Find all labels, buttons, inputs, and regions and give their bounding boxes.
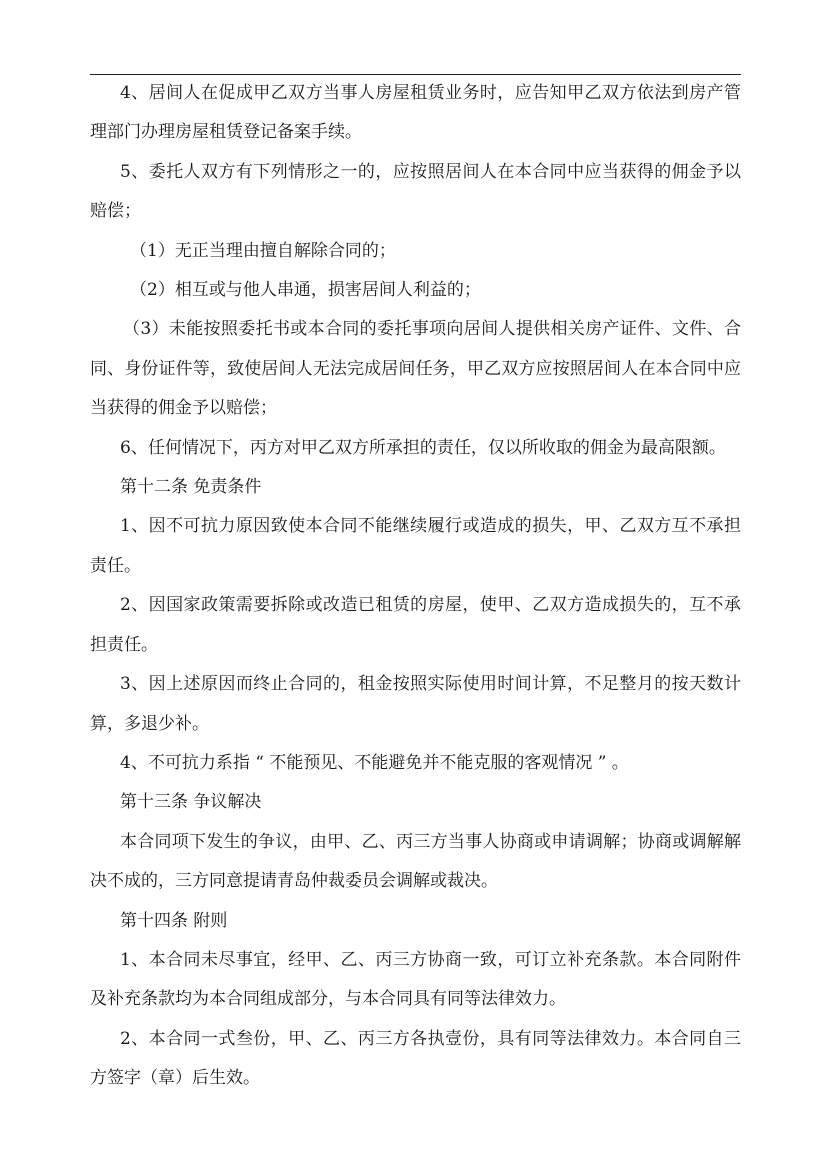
sub-clause: （1）无正当理由擅自解除合同的； xyxy=(130,240,396,261)
sub-clause: （2）相互或与他人串通，损害居间人利益的； xyxy=(130,280,481,301)
document-body xyxy=(90,74,741,1099)
clause-paragraph: 4、居间人在促成甲乙双方当事人房屋租赁业务时，应告知甲乙双方依法到房产管理部门办理房屋租赁登记备案手续。 xyxy=(90,83,741,143)
clause-paragraph: 1、因不可抗力原因致使本合同不能继续履行或造成的损失，甲、乙双方互不承担责任。 xyxy=(90,516,741,576)
section-heading: 第十四条 附则 xyxy=(120,910,228,931)
clause-paragraph: 1、本合同未尽事宜，经甲、乙、丙三方协商一致，可订立补充条款。本合同附件及补充条款均为本合同组成部分，与本合同具有同等法律效力。 xyxy=(90,949,741,1010)
clause-paragraph: 4、不可抗力系指 “ 不能预见、不能避免并不能克服的客观情况 ” 。 xyxy=(120,752,629,773)
section-heading: 第十二条 免责条件 xyxy=(120,477,262,498)
clause-paragraph: 6、任何情况下，丙方对甲乙双方所承担的责任，仅以所收取的佣金为最高限额。 xyxy=(120,437,726,458)
clause-paragraph: 本合同项下发生的争议，由甲、乙、丙三方当事人协商或申请调解；协商或调解解决不成的，三方同意提请青岛仲裁委员会调解或裁决。 xyxy=(90,831,741,892)
clause-paragraph: 3、因上述原因而终止合同的，租金按照实际使用时间计算，不足整月的按天数计算，多退少补。 xyxy=(90,674,741,734)
clause-paragraph: 2、因国家政策需要拆除或改造已租赁的房屋，使甲、乙双方造成损失的，互不承担责任。 xyxy=(90,595,741,655)
clause-paragraph: 2、本合同一式叁份，甲、乙、丙三方各执壹份，具有同等法律效力。本合同自三方签字（章）后生效。 xyxy=(90,1028,741,1089)
section-heading: 第十三条 争议解决 xyxy=(120,792,262,813)
sub-clause: （3）未能按照委托书或本合同的委托事项向居间人提供相关房产证件、文件、合同、身份证件等，致使居间人无法完成居间任务，甲乙双方应按照居间人在本合同中应当获得的佣金予以赔偿； xyxy=(90,319,741,419)
clause-paragraph: 5、委托人双方有下列情形之一的，应按照居间人在本合同中应当获得的佣金予以赔偿； xyxy=(90,161,741,222)
